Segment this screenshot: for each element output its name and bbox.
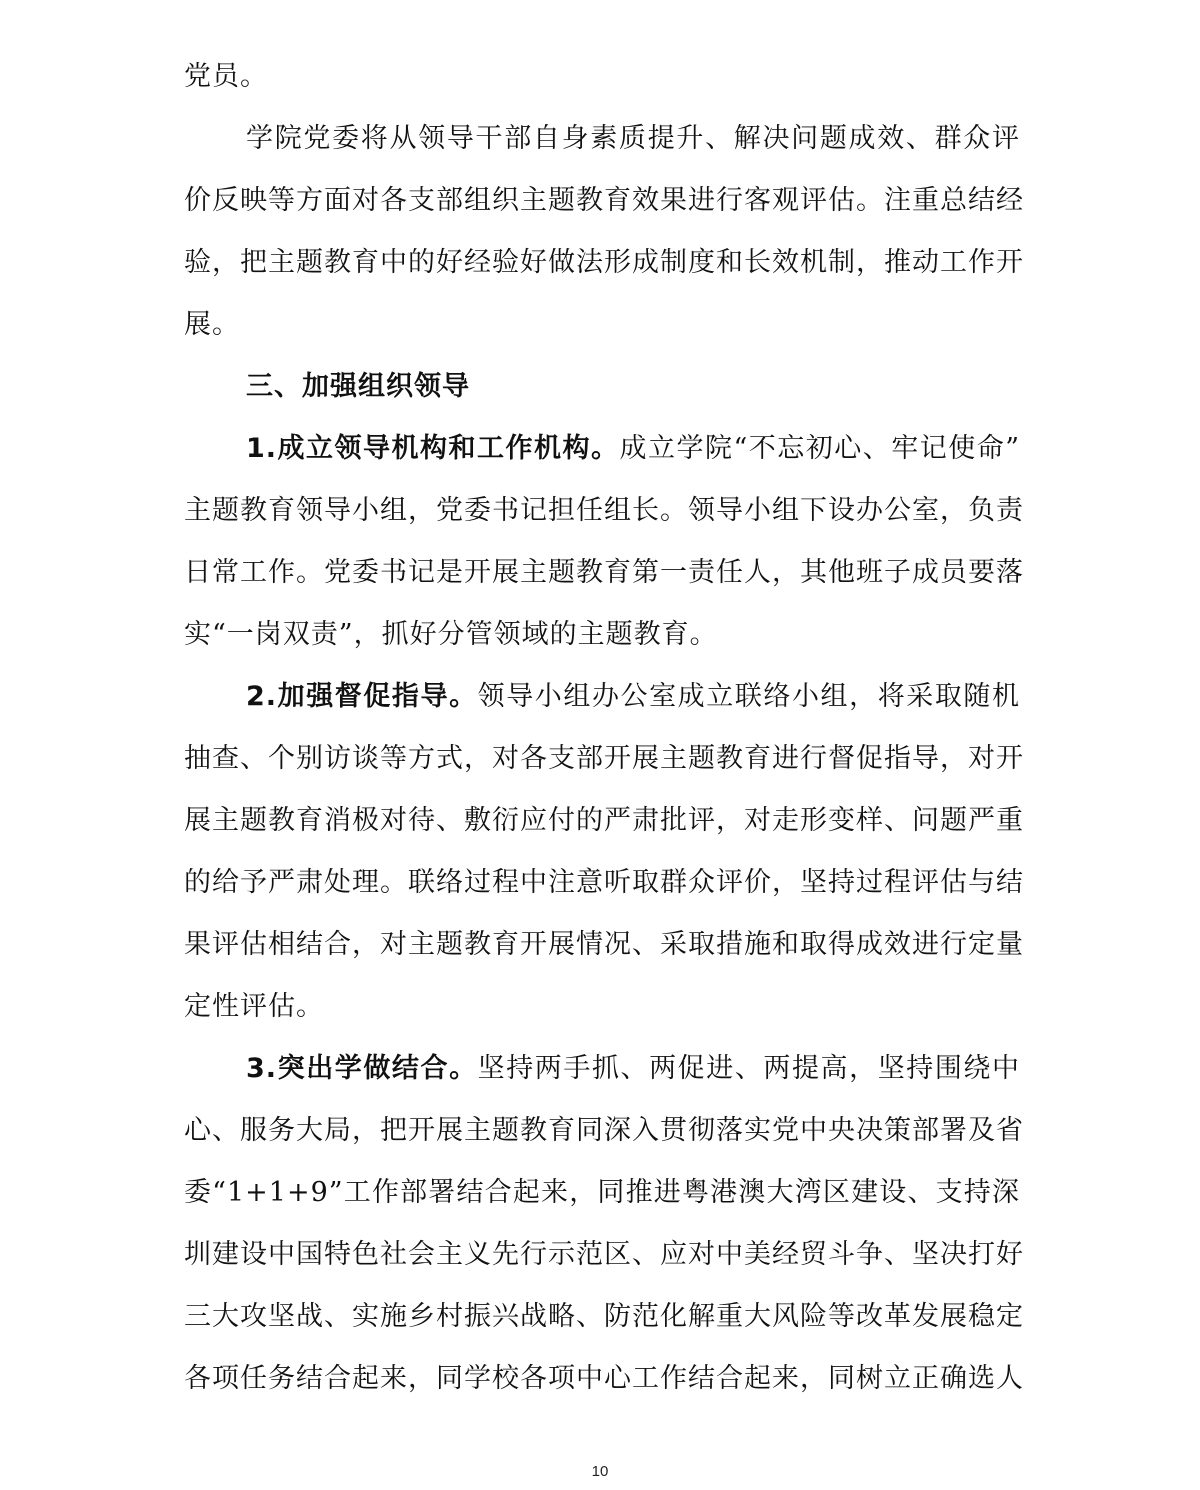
document-body (184, 46, 1024, 1410)
text-line: 学院党委将从领导干部自身素质提升、解决问题成效、群众评 (246, 123, 1020, 154)
text-line: 展。 (184, 309, 240, 340)
numbered-item-3 (184, 1038, 1024, 1410)
numbered-item-2 (184, 666, 1024, 1038)
text-line: 展主题教育消极对待、敷衍应付的严肃批评，对走形变样、问题严重 (184, 805, 1024, 836)
numbered-item-1 (184, 418, 1024, 666)
item-first-line-text: 领导小组办公室成立联络小组，将采取随机 (477, 681, 1021, 712)
text-line: 主题教育领导小组，党委书记担任组长。领导小组下设办公室，负责 (184, 495, 1024, 526)
text-line: 验，把主题教育中的好经验好做法形成制度和长效机制，推动工作开 (184, 247, 1024, 278)
text-line: 圳建设中国特色社会主义先行示范区、应对中美经贸斗争、坚决打好 (184, 1239, 1024, 1270)
text-line: 党员。 (184, 61, 268, 92)
text-line: 定性评估。 (184, 991, 324, 1022)
text-line: 三大攻坚战、实施乡村振兴战略、防范化解重大风险等改革发展稳定 (184, 1301, 1024, 1332)
text-line: 果评估相结合，对主题教育开展情况、采取措施和取得成效进行定量 (184, 929, 1024, 960)
text-line (184, 1038, 1020, 1100)
text-line: 实“一岗双责”，抓好分管领域的主题教育。 (184, 619, 718, 650)
paragraph-evaluation (184, 108, 1024, 356)
page-number: 10 (591, 1463, 609, 1480)
text-line: 抽查、个别访谈等方式，对各支部开展主题教育进行督促指导，对开 (184, 743, 1024, 774)
text-line: 价反映等方面对各支部组织主题教育效果进行客观评估。注重总结经 (184, 185, 1024, 216)
text-line (184, 666, 1020, 728)
item-lead: 3.突出学做结合。 (246, 1053, 478, 1084)
item-first-line-text: 成立学院“不忘初心、牢记使命” (619, 433, 1020, 464)
text-line: 日常工作。党委书记是开展主题教育第一责任人，其他班子成员要落 (184, 557, 1024, 588)
text-line: 心、服务大局，把开展主题教育同深入贯彻落实党中央决策部署及省 (184, 1115, 1024, 1146)
item-first-line-text: 坚持两手抓、两促进、两提高，坚持围绕中 (477, 1053, 1021, 1084)
text-line (184, 418, 1020, 480)
text-line: 委“1+1+9”工作部署结合起来，同推进粤港澳大湾区建设、支持深 (184, 1177, 1020, 1208)
item-lead: 1.成立领导机构和工作机构。 (246, 433, 620, 464)
item-lead: 2.加强督促指导。 (246, 681, 478, 712)
section-heading: 三、加强组织领导 (246, 371, 470, 402)
text-line: 各项任务结合起来，同学校各项中心工作结合起来，同树立正确选人 (184, 1363, 1024, 1394)
paragraph-continuation (184, 46, 1020, 108)
text-line: 的给予严肃处理。联络过程中注意听取群众评价，坚持过程评估与结 (184, 867, 1024, 898)
